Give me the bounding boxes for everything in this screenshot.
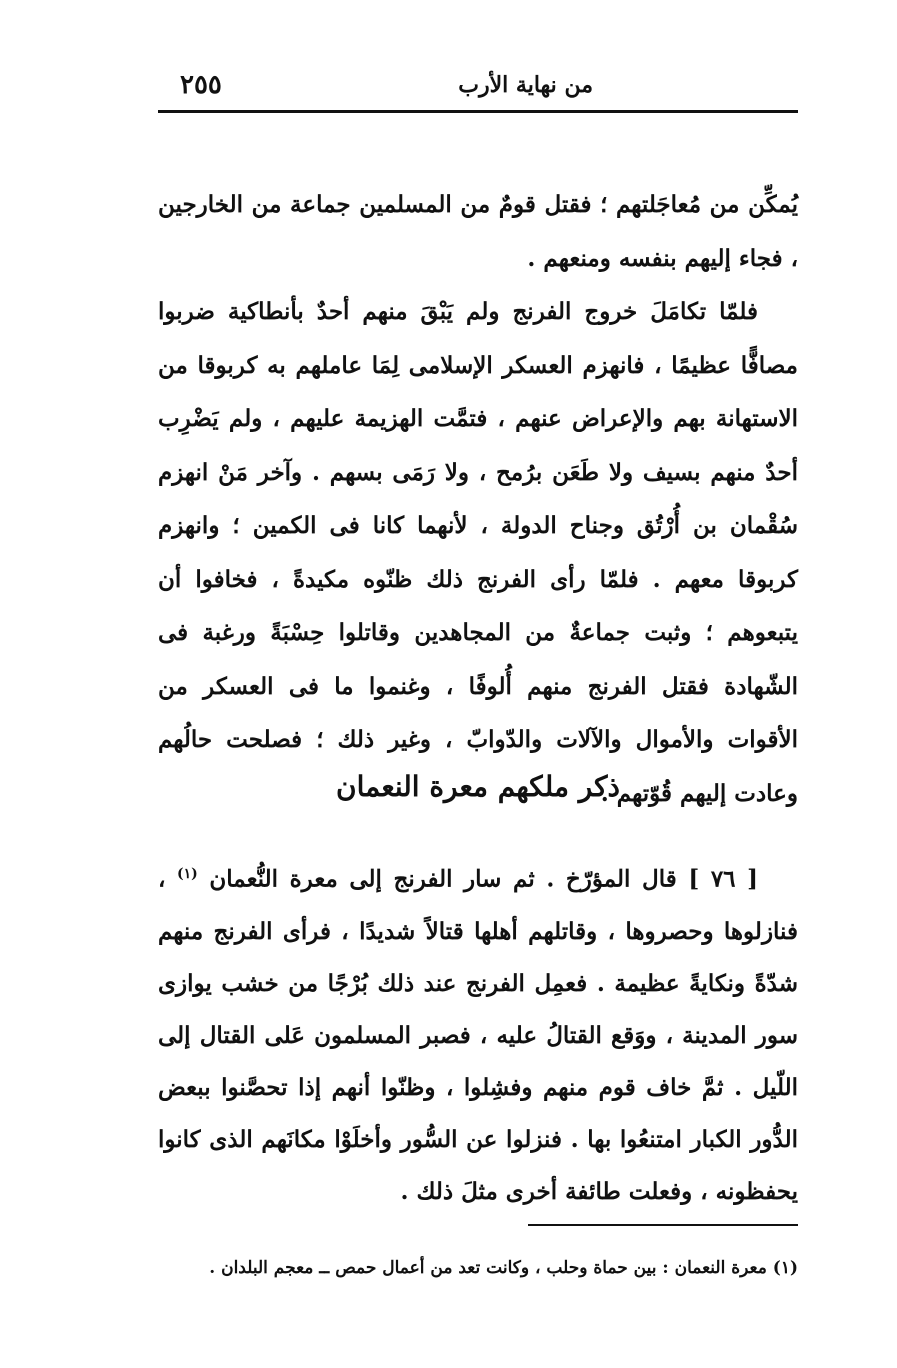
- paragraph: [158, 848, 798, 1218]
- footnote: (١) معرة النعمان : بين حماة وحلب ، وكانت تعد من أعمال حمص ــ معجم البلدان .: [209, 1258, 798, 1278]
- paragraph-lead: قال المؤرّخ . ثم سار الفرنج إلى معرة النُّعمان: [209, 865, 689, 893]
- page-header: [158, 62, 798, 113]
- paragraph-rest: ، فنازلوها وحصروها ، وقاتلهم أهلها قتالاً شديدًا ، فرأى الفرنج منهم شدّةً ونكايةً عظيمة . فعمِل الفرنج عند ذلك بُرْجًا من خشب يوازى سور المدينة ، ووَقع القتالُ عليه ، فصبر المسلمون عَلى القتال إلى اللّيل . ثمَّ خاف قوم منهم وفشِلوا ، وظنّوا أنهم إذا تحصَّنوا ببعض الدُّور الكبار امتنعُوا بها . فنزلوا عن السُّور وأخلَوْا مكانَهم الذى كانوا يحفظونه ، وفعلت طائفة أخرى مثلَ ذلك .: [158, 865, 798, 1205]
- paragraph: يُمكِّن من مُعاجَلتهم ؛ فقتل قومٌ من المسلمين جماعة من الخارجين ، فجاء إليهم بنفسه ومنعهم .: [158, 191, 798, 272]
- section-heading: ذكر ملكهم معرة النعمان: [336, 770, 620, 803]
- paragraph: فلمّا تكامَلَ خروج الفرنج ولم يَبْقَ منهم أحدٌ بأنطاكية ضربوا مصافًّا عظيمًا ، فانهزم العسكر الإسلامى لِمَا عاملهم به كربوقا من الاستهانة بهم والإعراض عنهم ، فتمَّت الهزيمة عليهم ، ولم يَضْرِب أحدٌ منهم بسيف ولا طَعَن برُمح ، ولا رَمَى بسهم . وآخر مَنْ انهزم سُقْمان بن أُرْتُق وجناح الدولة ، لأنهما كانا فى الكمين ؛ وانهزم كربوقا معهم . فلمّا رأى الفرنج ذلك ظنّوه مكيدةً ، فخافوا أن يتبعوهم ؛ وثبت جماعةٌ من المجاهدين وقاتلوا حِسْبَةً ورغبة فى الشّهادة فقتل الفرنج منهم أُلوفًا ، وغنموا ما فى العسكر من الأقوات والأموال والآلات والدّوابّ ، وغير ذلك ؛ فصلحت حالُهم وعادت إليهم قُوّتهم .: [158, 298, 798, 807]
- running-title: من نهاية الأرب: [458, 72, 593, 98]
- section-number: [ ٧٦ ]: [688, 865, 758, 893]
- page-number: ٢٥٥: [180, 70, 222, 100]
- footnote-marker: (١): [177, 866, 198, 882]
- main-text-bottom: [158, 848, 798, 1218]
- footnote-divider: [528, 1224, 798, 1226]
- main-text-top: [158, 178, 798, 820]
